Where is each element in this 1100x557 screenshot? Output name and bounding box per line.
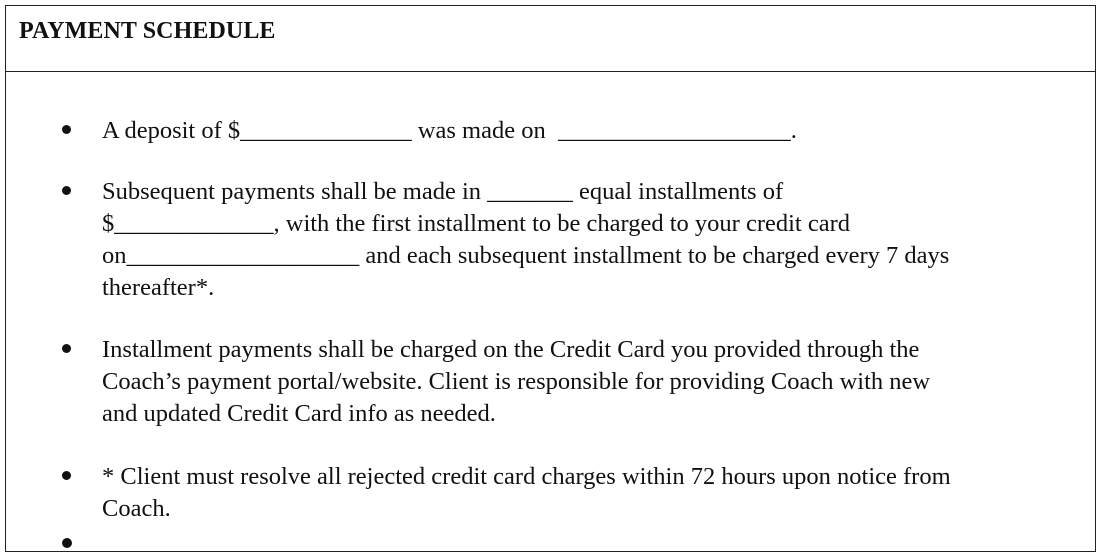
payment-schedule-box [5, 5, 1096, 552]
bullet-icon [62, 344, 71, 353]
bullet-icon [62, 125, 71, 134]
deposit-amount-blank[interactable]: ______________ [240, 117, 412, 144]
deposit-date-blank[interactable]: ___________________ [557, 117, 791, 144]
text-line: thereafter*. [102, 274, 215, 301]
text-line: A deposit of $______________ was made on ___________________. [102, 117, 797, 144]
section-title: PAYMENT SCHEDULE [19, 18, 276, 44]
bullet-icon [62, 538, 72, 548]
text-line: Installment payments shall be charged on the Credit Card you provided through the [102, 336, 920, 363]
text-line: Coach’s payment portal/website. Client is responsible for providing Coach with new [102, 368, 931, 395]
first-installment-date-blank[interactable]: ___________________ [126, 242, 360, 269]
text-line: and updated Credit Card info as needed. [102, 400, 496, 427]
text-line: Subsequent payments shall be made in _______ equal installments of [102, 178, 784, 205]
installment-amount-blank[interactable]: _____________ [114, 210, 274, 237]
installment-count-blank[interactable]: _______ [487, 178, 573, 205]
section-header [6, 6, 1095, 72]
text-line: $_____________, with the first installment to be charged to your credit card [102, 210, 850, 237]
text-line: on___________________ and each subsequent installment to be charged every 7 days [102, 242, 950, 269]
text-line: * Client must resolve all rejected credit card charges within 72 hours upon notice from [102, 463, 951, 490]
text-line: Coach. [102, 495, 171, 522]
bullet-icon [62, 186, 71, 195]
bullet-icon [62, 471, 71, 480]
